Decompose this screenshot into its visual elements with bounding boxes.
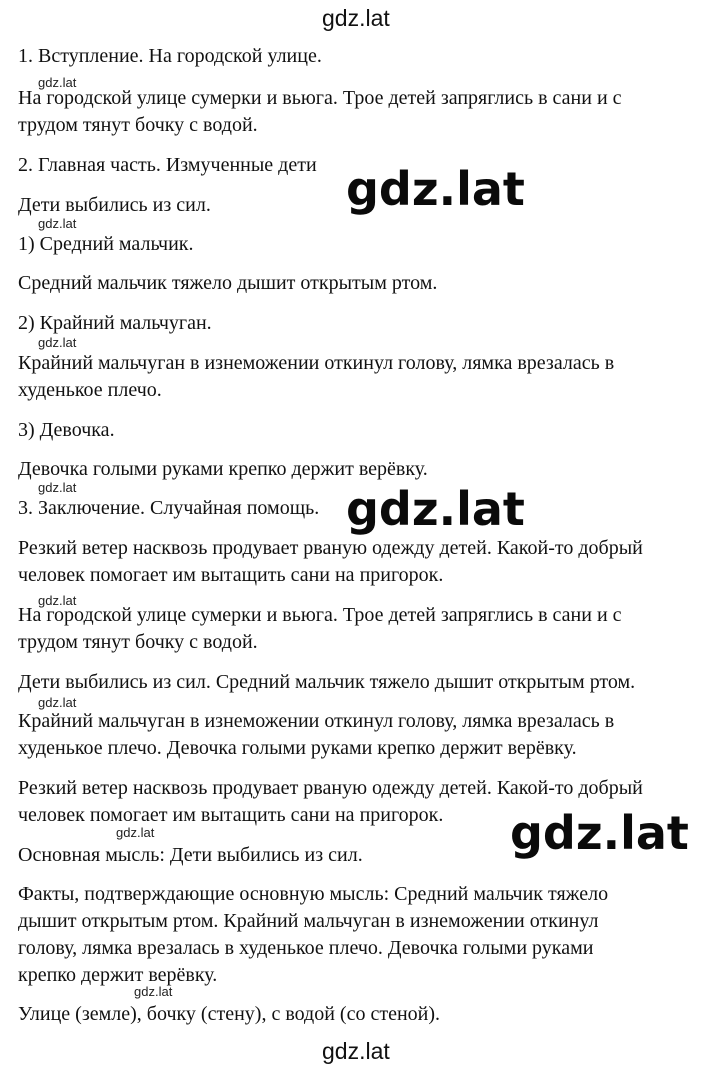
- paragraph-line: голову, лямка врезалась в худенькое плечо. Девочка голыми руками: [18, 937, 594, 959]
- small-watermark: gdz.lat: [38, 480, 77, 495]
- paragraph-line: трудом тянут бочку с водой.: [18, 114, 258, 136]
- paragraph-line: человек помогает им вытащить сани на пригорок.: [18, 804, 444, 826]
- outline-item-conclusion: 3. Заключение. Случайная помощь.: [18, 497, 320, 519]
- big-watermark: gdz.lat: [346, 162, 525, 216]
- paragraph-line: Дети выбились из сил. Средний мальчик тяжело дышит открытым ртом.: [18, 671, 636, 693]
- small-watermark: gdz.lat: [38, 75, 77, 90]
- paragraph-line: худенькое плечо. Девочка голыми руками крепко держит верёвку.: [18, 737, 577, 759]
- small-watermark: gdz.lat: [38, 695, 77, 710]
- small-watermark: gdz.lat: [38, 335, 77, 350]
- paragraph-line: Улице (земле), бочку (стену), с водой (со стеной).: [18, 1003, 441, 1025]
- outline-subitem-1: 1) Средний мальчик.: [18, 233, 194, 255]
- paragraph-line: Девочка голыми руками крепко держит верёвку.: [18, 458, 428, 480]
- paragraph-line: человек помогает им вытащить сани на пригорок.: [18, 564, 444, 586]
- paragraph-line: крепко держит верёвку.: [18, 964, 218, 986]
- outline-subitem-2: 2) Крайний мальчуган.: [18, 312, 212, 334]
- paragraph-line: Крайний мальчуган в изнеможении откинул голову, лямка врезалась в: [18, 710, 615, 732]
- paragraph-line: Крайний мальчуган в изнеможении откинул голову, лямка врезалась в: [18, 352, 615, 374]
- small-watermark: gdz.lat: [116, 825, 155, 840]
- footer-watermark: gdz.lat: [322, 1038, 390, 1064]
- paragraph-line: Факты, подтверждающие основную мысль: Средний мальчик тяжело: [18, 883, 609, 905]
- paragraph-line: Резкий ветер насквозь продувает рваную одежду детей. Какой-то добрый: [18, 777, 643, 799]
- paragraph-line: На городской улице сумерки и вьюга. Трое детей запряглись в сани и с: [18, 87, 622, 109]
- header-watermark: gdz.lat: [322, 5, 390, 31]
- paragraph-line: На городской улице сумерки и вьюга. Трое детей запряглись в сани и с: [18, 604, 622, 626]
- small-watermark: gdz.lat: [134, 984, 173, 999]
- big-watermark: gdz.lat: [346, 482, 525, 536]
- paragraph-line: трудом тянут бочку с водой.: [18, 631, 258, 653]
- paragraph-line: худенькое плечо.: [18, 379, 162, 401]
- main-idea-line: Основная мысль: Дети выбились из сил.: [18, 844, 363, 866]
- outline-item-main: 2. Главная часть. Измученные дети: [18, 154, 317, 176]
- paragraph-line: Дети выбились из сил.: [18, 194, 211, 216]
- paragraph-line: Средний мальчик тяжело дышит открытым ртом.: [18, 272, 438, 294]
- outline-item-intro: 1. Вступление. На городской улице.: [18, 45, 322, 67]
- big-watermark: gdz.lat: [510, 806, 689, 860]
- small-watermark: gdz.lat: [38, 593, 77, 608]
- paragraph-line: дышит открытым ртом. Крайний мальчуган в изнеможении откинул: [18, 910, 599, 932]
- outline-subitem-3: 3) Девочка.: [18, 419, 115, 441]
- paragraph-line: Резкий ветер насквозь продувает рваную одежду детей. Какой-то добрый: [18, 537, 643, 559]
- small-watermark: gdz.lat: [38, 216, 77, 231]
